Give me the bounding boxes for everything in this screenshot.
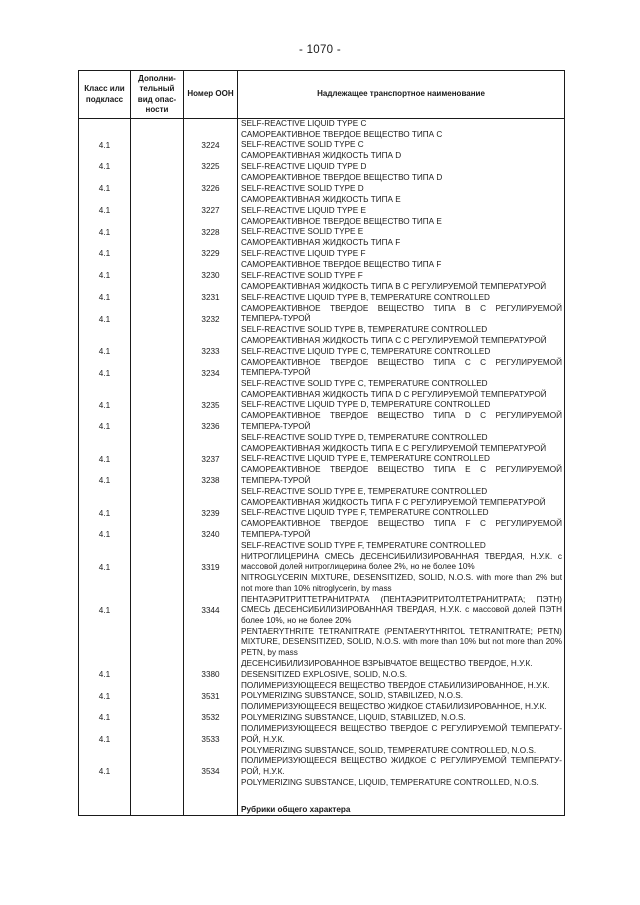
shipping-name-line: САМОРЕАКТИВНАЯ ЖИДКОСТЬ ТИПА F С РЕГУЛИРУЕМОЙ ТЕМПЕРАТУРОЙ [241,497,546,507]
class-cell: 4.1 [79,519,131,551]
shipping-name-line: САМОРЕАКТИВНАЯ ЖИДКОСТЬ ТИПА C С РЕГУЛИРУЕМОЙ ТЕМПЕРАТУРОЙ [241,335,547,345]
shipping-name-line: SELF-REACTIVE LIQUID TYPE F [241,249,366,259]
subsidiary-cell [131,304,184,336]
un-number-cell: 3531 [184,681,238,703]
shipping-name-line: ПЕНТАЭРИТРИТТЕТРАНИТРАТА (ПЕНТАЭРИТРИТОЛТЕТРАНИТРАТА; ПЭТН) СМЕСЬ ДЕСЕНСИБИЛИЗИРОВАННАЯ ТВЕРДАЯ, Н.У.К. с массовой долей ПЭТН более 10%, но не более 20% [241,594,562,625]
table-row [79,304,565,336]
shipping-name-cell [238,336,565,358]
header-un-number: Номер ООН [184,71,238,119]
table-row-section-heading [79,789,565,816]
table-header-row [79,71,565,119]
table-row [79,659,565,681]
shipping-name-line: САМОРЕАКТИВНАЯ ЖИДКОСТЬ ТИПА D С РЕГУЛИРУЕМОЙ ТЕМПЕРАТУРОЙ [241,389,547,399]
class-cell: 4.1 [79,336,131,358]
class-cell: 4.1 [79,130,131,152]
shipping-name-line: САМОРЕАКТИВНОЕ ТВЕРДОЕ ВЕЩЕСТВО ТИПА E С РЕГУЛИРУЕМОЙ ТЕМПЕРА-ТУРОЙ [241,465,562,486]
shipping-name-line: САМОРЕАКТИВНОЕ ТВЕРДОЕ ВЕЩЕСТВО ТИПА E [241,216,442,226]
shipping-name-cell [238,724,565,756]
table-row [79,724,565,756]
class-cell [79,789,131,816]
shipping-name-line: САМОРЕАКТИВНОЕ ТВЕРДОЕ ВЕЩЕСТВО ТИПА B С РЕГУЛИРУЕМОЙ ТЕМПЕРА-ТУРОЙ [241,303,562,324]
shipping-name-line: SELF-REACTIVE SOLID TYPE B, TEMPERATURE CONTROLLED [241,325,488,335]
un-number-cell: 3234 [184,358,238,390]
class-cell: 4.1 [79,358,131,390]
table-row [79,681,565,703]
un-number-cell: 3237 [184,444,238,466]
un-number-cell: 3229 [184,238,238,260]
un-number-cell: 3232 [184,304,238,336]
subsidiary-cell [131,130,184,152]
shipping-name-line: САМОРЕАКТИВНАЯ ЖИДКОСТЬ ТИПА F [241,238,401,248]
shipping-name-line: POLYMERIZING SUBSTANCE, SOLID, STABILIZED, N.O.S. [241,691,464,701]
un-number-cell: 3240 [184,519,238,551]
un-number-cell: 3225 [184,151,238,173]
un-number-cell [184,789,238,816]
class-cell: 4.1 [79,238,131,260]
table-row [79,358,565,390]
header-shipping-name: Надлежащее транспортное наименование [238,71,565,119]
un-number-cell: 3532 [184,702,238,724]
subsidiary-cell [131,702,184,724]
shipping-name-line: SELF-REACTIVE LIQUID TYPE D, TEMPERATURE CONTROLLED [241,400,491,410]
shipping-name-line: SELF-REACTIVE SOLID TYPE C [241,140,364,150]
class-cell: 4.1 [79,595,131,659]
shipping-name-line: SELF-REACTIVE SOLID TYPE C, TEMPERATURE CONTROLLED [241,379,488,389]
subsidiary-cell [131,238,184,260]
class-cell: 4.1 [79,195,131,217]
shipping-name-cell [238,498,565,520]
shipping-name-line: SELF-REACTIVE LIQUID TYPE C, TEMPERATURE CONTROLLED [241,346,491,356]
shipping-name-cell [238,217,565,239]
shipping-name-cell [238,702,565,724]
un-number-cell: 3231 [184,282,238,304]
shipping-name-cell [238,173,565,195]
shipping-name-line: ПОЛИМЕРИЗУЮЩЕЕСЯ ВЕЩЕСТВО ТВЕРДОЕ С РЕГУЛИРУЕМОЙ ТЕМПЕРАТУ-РОЙ, Н.У.К. [241,724,562,744]
shipping-name-line: SELF-REACTIVE SOLID TYPE D, TEMPERATURE CONTROLLED [241,432,488,442]
class-cell: 4.1 [79,444,131,466]
un-number-cell: 3319 [184,552,238,595]
shipping-name-cell [238,519,565,551]
shipping-name-line: SELF-REACTIVE LIQUID TYPE D [241,162,367,172]
subsidiary-cell [131,552,184,595]
shipping-name-line: САМОРЕАКТИВНОЕ ТВЕРДОЕ ВЕЩЕСТВО ТИПА D [241,173,443,183]
un-number-cell: 3226 [184,173,238,195]
table-row [79,444,565,466]
subsidiary-cell [131,756,184,788]
shipping-name-line: САМОРЕАКТИВНАЯ ЖИДКОСТЬ ТИПА E [241,194,401,204]
table-row [79,519,565,551]
subsidiary-cell [131,358,184,390]
un-number-cell: 3228 [184,217,238,239]
un-number-cell: 3224 [184,130,238,152]
table-row [79,390,565,412]
shipping-name-cell [238,151,565,173]
class-cell: 4.1 [79,659,131,681]
table-row [79,411,565,443]
shipping-name-cell [238,465,565,497]
section-heading: Рубрики общего характера [241,804,351,814]
subsidiary-cell [131,465,184,497]
shipping-name-cell [238,358,565,390]
un-number-cell: 3235 [184,390,238,412]
table-row [79,756,565,788]
class-cell: 4.1 [79,702,131,724]
page-number: - 1070 - [298,44,342,56]
shipping-name-line: SELF-REACTIVE SOLID TYPE F [241,270,363,280]
class-cell: 4.1 [79,411,131,443]
subsidiary-cell [131,411,184,443]
shipping-name-line: ПОЛИМЕРИЗУЮЩЕЕСЯ ВЕЩЕСТВО ТВЕРДОЕ СТАБИЛИЗИРОВАННОЕ, Н.У.К. [241,680,550,690]
subsidiary-cell [131,724,184,756]
subsidiary-cell [131,282,184,304]
table-row [79,260,565,282]
un-number-cell: 3238 [184,465,238,497]
shipping-name-line: SELF-REACTIVE LIQUID TYPE F, TEMPERATURE CONTROLLED [241,508,489,518]
class-cell: 4.1 [79,681,131,703]
subsidiary-cell [131,151,184,173]
subsidiary-cell [131,217,184,239]
table-row [79,465,565,497]
table-row [79,238,565,260]
shipping-name-cell [238,444,565,466]
un-number-cell: 3230 [184,260,238,282]
subsidiary-cell [131,681,184,703]
shipping-name-line: SELF-REACTIVE SOLID TYPE E [241,227,364,237]
shipping-name-line: САМОРЕАКТИВНАЯ ЖИДКОСТЬ ТИПА B С РЕГУЛИРУЕМОЙ ТЕМПЕРАТУРОЙ [241,281,547,291]
class-cell: 4.1 [79,282,131,304]
shipping-name-line: DESENSITIZED EXPLOSIVE, SOLID, N.O.S. [241,669,408,679]
class-cell: 4.1 [79,390,131,412]
shipping-name-cell [238,260,565,282]
shipping-name-line: NITROGLYCERIN MIXTURE, DESENSITIZED, SOLID, N.O.S. with more than 2% but not more than 10% nitroglycerin, by mass [241,573,562,593]
subsidiary-cell [131,195,184,217]
subsidiary-cell [131,260,184,282]
table-row-continuation [79,119,565,130]
un-number-cell [184,119,238,130]
subsidiary-cell [131,336,184,358]
shipping-name-cell [238,789,565,816]
un-number-cell: 3236 [184,411,238,443]
shipping-name-line: САМОРЕАКТИВНОЕ ТВЕРДОЕ ВЕЩЕСТВО ТИПА C С РЕГУЛИРУЕМОЙ ТЕМПЕРА-ТУРОЙ [241,357,562,378]
shipping-name-line: POLYMERIZING SUBSTANCE, LIQUID, STABILIZED, N.O.S. [241,713,466,723]
un-number-cell: 3239 [184,498,238,520]
table-row [79,130,565,152]
shipping-name-cell [238,130,565,152]
un-number-cell: 3380 [184,659,238,681]
class-cell: 4.1 [79,304,131,336]
class-cell: 4.1 [79,552,131,595]
shipping-name-line: САМОРЕАКТИВНАЯ ЖИДКОСТЬ ТИПА D [241,151,402,161]
un-number-cell: 3227 [184,195,238,217]
subsidiary-cell [131,498,184,520]
shipping-name-line: ПОЛИМЕРИЗУЮЩЕЕСЯ ВЕЩЕСТВО ЖИДКОЕ СТАБИЛИЗИРОВАННОЕ, Н.У.К. [241,702,547,712]
shipping-name-line: ПОЛИМЕРИЗУЮЩЕЕСЯ ВЕЩЕСТВО ЖИДКОЕ С РЕГУЛИРУЕМОЙ ТЕМПЕРАТУ-РОЙ, Н.У.К. [241,756,562,777]
table-row [79,498,565,520]
un-number-cell: 3233 [184,336,238,358]
shipping-name-line: SELF-REACTIVE LIQUID TYPE C [241,119,367,128]
class-cell: 4.1 [79,724,131,756]
class-cell: 4.1 [79,498,131,520]
shipping-name-line: САМОРЕАКТИВНОЕ ТВЕРДОЕ ВЕЩЕСТВО ТИПА C [241,129,443,139]
subsidiary-cell [131,595,184,659]
dangerous-goods-table [78,70,565,816]
un-number-cell: 3534 [184,756,238,788]
shipping-name-line: САМОРЕАКТИВНОЕ ТВЕРДОЕ ВЕЩЕСТВО ТИПА F С РЕГУЛИРУЕМОЙ ТЕМПЕРА-ТУРОЙ [241,519,562,540]
shipping-name-line: SELF-REACTIVE SOLID TYPE E, TEMPERATURE CONTROLLED [241,486,488,496]
table-row [79,282,565,304]
un-number-cell: 3344 [184,595,238,659]
un-number-cell: 3533 [184,724,238,756]
shipping-name-line: SELF-REACTIVE SOLID TYPE D [241,183,364,193]
shipping-name-line: САМОРЕАКТИВНОЕ ТВЕРДОЕ ВЕЩЕСТВО ТИПА D С РЕГУЛИРУЕМОЙ ТЕМПЕРА-ТУРОЙ [241,411,562,432]
table-row [79,552,565,595]
shipping-name-cell [238,304,565,336]
shipping-name-line: САМОРЕАКТИВНОЕ ТВЕРДОЕ ВЕЩЕСТВО ТИПА F [241,260,442,270]
shipping-name-line: SELF-REACTIVE LIQUID TYPE E [241,205,366,215]
header-subsidiary-hazard: Дополни-тельный вид опас-ности [131,71,184,119]
shipping-name-line: НИТРОГЛИЦЕРИНА СМЕСЬ ДЕСЕНСИБИЛИЗИРОВАННАЯ ТВЕРДАЯ, Н.У.К. с массовой долей нитроглицерина более 2%, но не более 10% [241,551,562,572]
shipping-name-cell [238,119,565,130]
shipping-name-line: SELF-REACTIVE SOLID TYPE F, TEMPERATURE CONTROLLED [241,540,486,550]
shipping-name-cell [238,390,565,412]
table-row [79,336,565,358]
shipping-name-cell [238,552,565,595]
class-cell: 4.1 [79,465,131,497]
shipping-name-line: ДЕСЕНСИБИЛИЗИРОВАННОЕ ВЗРЫВЧАТОЕ ВЕЩЕСТВО ТВЕРДОЕ, Н.У.К. [241,658,533,668]
subsidiary-cell [131,444,184,466]
shipping-name-cell [238,195,565,217]
shipping-name-line: САМОРЕАКТИВНАЯ ЖИДКОСТЬ ТИПА E С РЕГУЛИРУЕМОЙ ТЕМПЕРАТУРОЙ [241,443,547,453]
class-cell [79,119,131,130]
shipping-name-line: POLYMERIZING SUBSTANCE, SOLID, TEMPERATURE CONTROLLED, N.O.S. [241,745,537,755]
subsidiary-cell [131,659,184,681]
class-cell: 4.1 [79,260,131,282]
table-row [79,173,565,195]
subsidiary-cell [131,789,184,816]
shipping-name-line: POLYMERIZING SUBSTANCE, LIQUID, TEMPERATURE CONTROLLED, N.O.S. [241,777,539,787]
shipping-name-cell [238,659,565,681]
shipping-name-line: PENTAERYTHRITE TETRANITRATE (PENTAERYTHRITOL TETRANITRATE; PETN) MIXTURE, DESENSITIZED, SOLID, N.O.S. with more than 10% but not more than 20% PETN, by mass [241,626,562,658]
header-class: Класс или подкласс [79,71,131,119]
table-row [79,702,565,724]
shipping-name-line: SELF-REACTIVE LIQUID TYPE E, TEMPERATURE CONTROLLED [241,454,490,464]
shipping-name-cell [238,681,565,703]
subsidiary-cell [131,119,184,130]
subsidiary-cell [131,390,184,412]
table-row [79,217,565,239]
table-row [79,195,565,217]
subsidiary-cell [131,519,184,551]
table-row [79,151,565,173]
class-cell: 4.1 [79,151,131,173]
shipping-name-line: SELF-REACTIVE LIQUID TYPE B, TEMPERATURE CONTROLLED [241,292,490,302]
table-body [79,119,565,816]
class-cell: 4.1 [79,173,131,195]
class-cell: 4.1 [79,217,131,239]
table-row [79,595,565,659]
shipping-name-cell [238,238,565,260]
class-cell: 4.1 [79,756,131,788]
shipping-name-cell [238,282,565,304]
shipping-name-cell [238,756,565,788]
shipping-name-cell [238,411,565,443]
subsidiary-cell [131,173,184,195]
shipping-name-cell [238,595,565,659]
